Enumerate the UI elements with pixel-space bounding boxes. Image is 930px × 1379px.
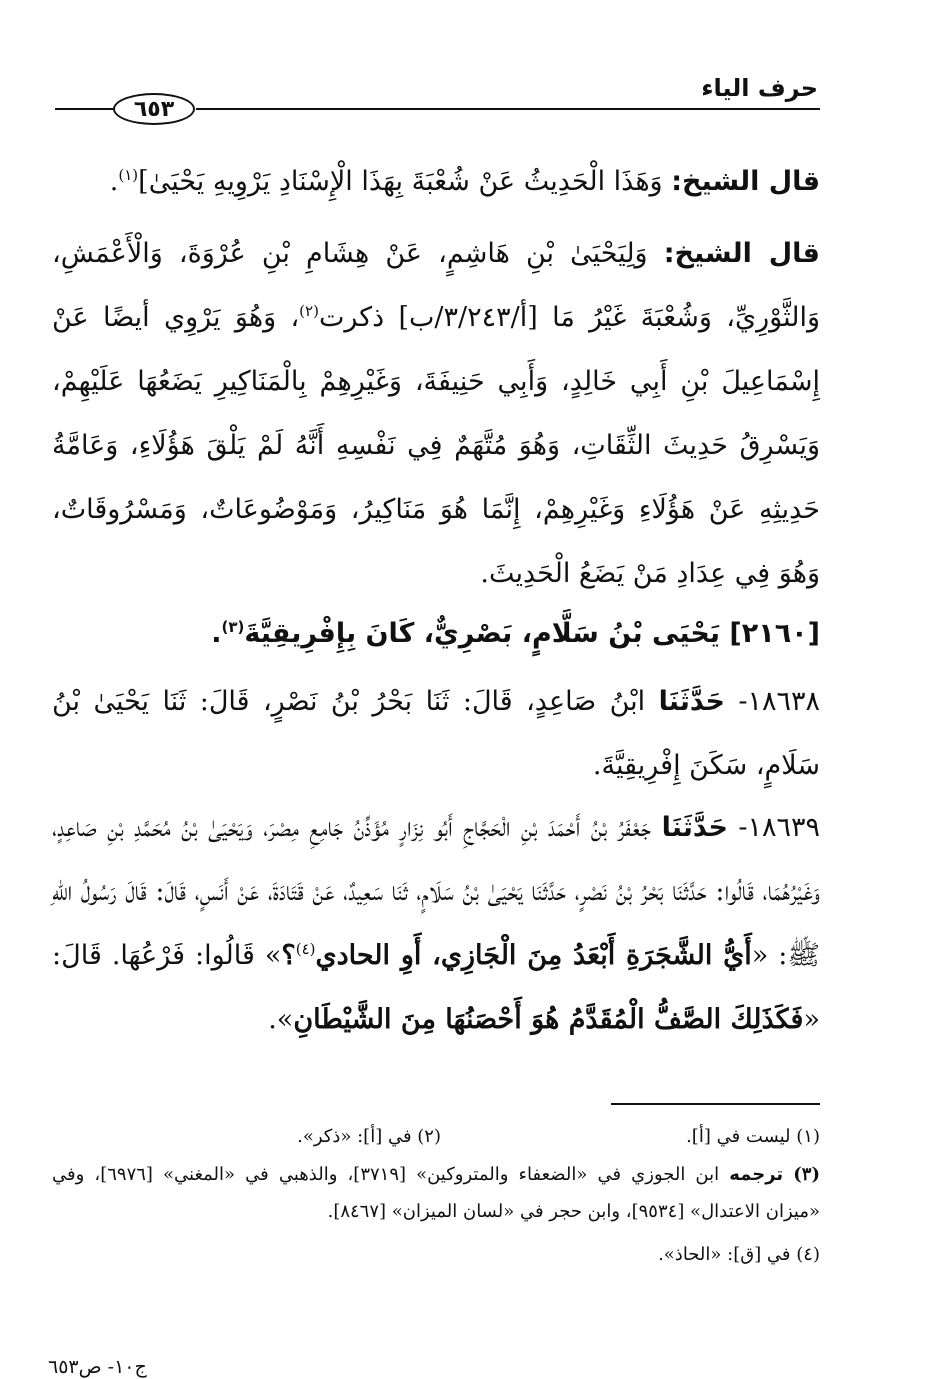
paragraph-label: قال الشيخ: xyxy=(663,238,820,269)
footnote-4: (٤) في [ق]: «الحاذ». xyxy=(658,1244,820,1265)
footnote-3-label: ترجمه xyxy=(729,1164,784,1185)
hadith-chain-label: حَدَّثَنَا xyxy=(661,812,728,843)
hadith-18638 xyxy=(52,670,820,798)
chapter-header-title: حرف الياء xyxy=(701,74,818,102)
footnote-separator xyxy=(611,1103,820,1105)
footnote-ref-4[interactable]: (٤) xyxy=(295,940,316,958)
hadith-matn-bold-2: فَكَذَلِكَ الصَّفُّ الْمُقَدَّمُ هُوَ أَحْصَنُهَا مِنَ الشَّيْطَانِ xyxy=(293,1004,804,1035)
footnote-ref-2[interactable]: (٢) xyxy=(299,302,319,320)
hadith-text-3: ». xyxy=(268,1004,294,1035)
entry-heading xyxy=(52,602,820,666)
paragraph-text-2: ، وَهُوَ يَرْوِي أيضًا عَنْ إِسْمَاعِيلَ بْنِ أَبِي خَالِدٍ، وَأَبِي حَنِيفَةَ، وَغَيْرِهِمْ بِالْمَنَاكِيرِ يَضَعُهَا عَلَيْهِمْ، وَيَسْرِقُ حَدِيثَ الثِّقَاتِ، وَهُوَ مُتَّهَمٌ فِي نَفْسِهِ أَنَّهُ لَمْ يَلْقَ هَؤُلَاءِ، وَعَامَّةُ حَدِيثِهِ عَنْ هَؤُلَاءِ وَغَيْرِهِمْ، إِنَّمَا هُوَ مَنَاكِيرُ، وَمَوْضُوعَاتٌ، وَمَسْرُوقَاتٌ، وَهُوَ فِي عِدَادِ مَنْ يَضَعُ الْحَدِيثَ. xyxy=(52,302,820,589)
hadith-text-2: » قَالُوا: فَرْعُهَا. قَالَ: « xyxy=(52,940,820,1035)
volume-page-mark: ج١٠- ص٦٥٣ xyxy=(48,1356,147,1378)
page-number: ٦٥٣ xyxy=(113,93,195,125)
hadith-chain-label: حَدَّثَنَا xyxy=(658,686,725,717)
paragraph-text-1: وَلِيَحْيَىٰ بْنِ هَاشِمٍ، عَنْ هِشَامِ بْنِ عُرْوَةَ، وَالْأَعْمَشِ، وَالثَّوْرِيِّ، وَشُعْبَةَ غَيْرُ مَا [أ/٣/٢٤٣/ب] ذكرت xyxy=(52,238,821,333)
footnote-3 xyxy=(52,1156,820,1230)
sheikh-quote xyxy=(52,150,820,214)
footnote-2: (٢) في [أ]: «ذكر». xyxy=(297,1126,441,1147)
hadith-matn-bold-1-end: ؟ xyxy=(281,940,296,971)
quote-label: قال الشيخ: xyxy=(671,166,820,197)
entry-heading-text: [٢١٦٠] يَحْيَى بْنُ سَلَّامٍ، بَصْرِيٌّ، كَانَ بِإِفْرِيقِيَّةَ xyxy=(244,618,820,649)
header-rule-right xyxy=(196,108,820,110)
hadith-number: ١٨٦٣٨- xyxy=(738,686,820,717)
footnote-ref-1[interactable]: (١) xyxy=(118,166,139,184)
hadith-matn-bold-1: أَيُّ الشَّجَرَةِ أَبْعَدُ مِنَ الْجَازِي، أَوِ الحادي xyxy=(315,940,752,971)
footnote-3-number: (٣) xyxy=(793,1164,820,1185)
hadith-text-1: جَعْفَرُ بْنُ أَحْمَدَ بْنِ الْحَجَّاجِ أَبُو نِزَارٍ مُؤَذِّنُ جَامِعِ مِصْرَ، وَيَحْيَىٰ بْنُ مُحَمَّدِ بْنِ صَاعِدٍ، وَغَيْرُهُمَا، قَالُوا: حَدَّثَنَا بَحْرُ بْنُ نَصْرٍ، حَدَّثَنَا يَحْيَىٰ بْنُ سَلَامٍ، ثَنَا سَعِيدٌ، عَنْ قَتَادَةَ، عَنْ أَنَسٍ، قَالَ: قَالَ رَسُولُ اللهِ ﷺ: « xyxy=(52,812,820,971)
hadith-number: ١٨٦٣٩- xyxy=(738,812,821,843)
footnote-ref-3[interactable]: (٣) xyxy=(221,618,245,636)
quote-text: وَهَذَا الْحَدِيثُ عَنْ شُعْبَةَ بِهَذَا الْإِسْنَادِ يَرْوِيهِ يَحْيَىٰ] xyxy=(138,166,663,197)
footnote-3-text: ابن الجوزي في «الضعفاء والمتروكين» [٣٧١٩]، والذهبي في «المغني» [٦٩٧٦]، وفي «ميزان الاعتدال» [٩٥٣٤]، وابن حجر في «لسان الميزان» [٨٤٦٧]. xyxy=(52,1164,820,1222)
quote-end: . xyxy=(109,166,119,197)
footnote-1: (١) ليست في [أ]. xyxy=(686,1126,820,1147)
sheikh-paragraph xyxy=(52,222,820,606)
hadith-18639 xyxy=(52,796,820,1052)
entry-heading-end: . xyxy=(211,618,222,649)
header-rule-left xyxy=(55,108,113,110)
hadith-text: ابْنُ صَاعِدٍ، قَالَ: ثَنَا بَحْرُ بْنُ نَصْرٍ، قَالَ: ثَنَا يَحْيَىٰ بْنُ سَلَامٍ، سَكَنَ إِفْرِيقِيَّةَ. xyxy=(52,686,820,781)
